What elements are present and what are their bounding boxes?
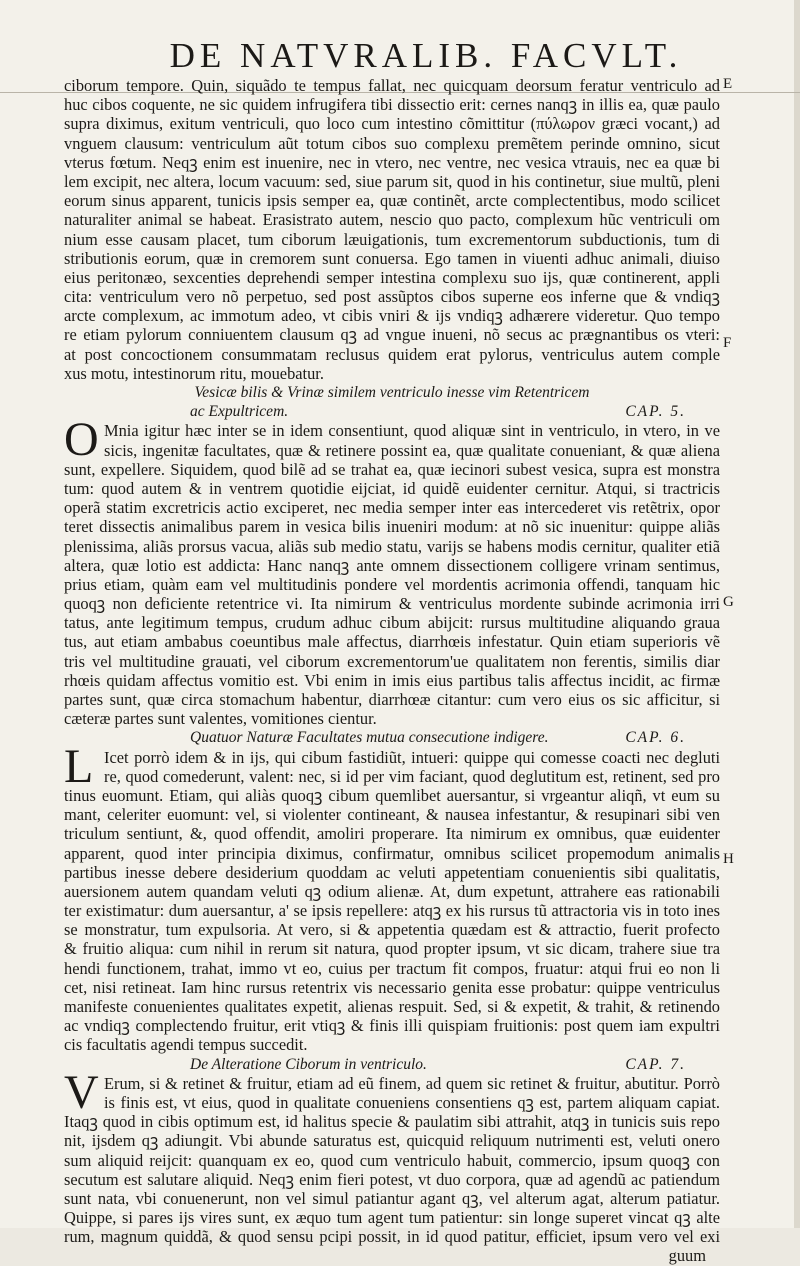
text-line: xus motu, intestinorum ritu, mouebatur. xyxy=(64,363,324,383)
chapter-title-5: Vesicæ bilis & Vrinæ similem ventriculo inesse vim Retentricem xyxy=(194,384,590,401)
text-line: at post concoctionem consummatam reclusus quidem erat pylorus, ventriculus autem comple xyxy=(64,344,720,364)
text-line: prius etiam, quàm eam vel multitudinis pondere vel mordentis acrimonia offendi, tanquam hic xyxy=(64,574,720,594)
text-line: hendi functionem, trahat, immo vt eo, cuius per tractum fit compos, fruatur: atqui frui eo non li xyxy=(64,958,720,978)
text-line: plenissima, aliãs prorsus vacua, aliãs sub medio statu, varijs se habens modis cernitur, qualiter etiã xyxy=(64,536,720,556)
text-line: tus, aut etiam ambabus coeuntibus male affectus, diarrhœis infestatur. Quin etiam superioris vẽ xyxy=(64,632,720,652)
text-line: Erum, si & retinet & fruitur, etiam ad eũ finem, ad quem sic retinet & fruitur, abutitur. Porrò xyxy=(104,1073,720,1093)
text-block xyxy=(64,76,720,1266)
chapter-number-5: CAP. 5. xyxy=(625,403,686,421)
text-line: tris vel multitudine grauati, vel ciborum excrementorum'ue qualitatem non ferentis, similis diar xyxy=(64,651,720,671)
paper-edge xyxy=(794,0,800,1228)
running-header-title: DE NATVRALIB. FACVLT. xyxy=(169,36,683,75)
chapter-title-6-text: Quatuor Naturæ Facultates mutua consecutione indigere. xyxy=(190,729,549,747)
text-line: operã statim excretricis actio exciperet, nec media semper inter eas intercederet vis retẽtrix, opor xyxy=(64,498,720,518)
chapter-number-7: CAP. 7. xyxy=(625,1055,686,1073)
text-line: ter existimatur: dum auersantur, a' se ipsis repellere: atqꝫ ex his rursus tũ attractoria vis in toto ines xyxy=(64,901,720,921)
text-line: is finis est, vt eius, quod in qualitate conueniens consentiens qꝫ est, partem aliquam capiat. xyxy=(104,1092,720,1112)
section-4 xyxy=(64,1055,720,1266)
chapter-number-6: CAP. 6. xyxy=(625,729,686,747)
text-line: secutum est salutare aliquid. Neqꝫ enim fieri potest, vt duo corpora, quæ ad agendũ ac patiendum xyxy=(64,1169,720,1189)
text-line: manifeste conuenientes qualitates expetit, alienas respuit. Sed, si & expetit, & trahit, & retinendo xyxy=(64,997,720,1016)
text-line: Icet porrò idem & in ijs, qui cibum fastidiũt, intueri: quippe qui comesse coacti nec degluti xyxy=(104,747,720,767)
text-line: vnguem clausum: ventriculum aũt totum cibos suo complexu premẽtem perinde omnino, sicut xyxy=(64,133,720,153)
text-line: tatus, ante legitimum tempus, crudum adhuc cibum abijcit: rursus multitudine aliquando graua xyxy=(64,613,720,633)
text-line: eorum sinus apparent, tunicis ipsis semper ea, quæ continẽt, arcte complectentibus, modo scilicet xyxy=(64,191,720,211)
text-line: nit, ijsdem qꝫ adiungit. Vbi abunde saturatus est, quicquid reliquum nutrimenti est, veluti onero xyxy=(64,1131,720,1151)
text-line: re, quod comederunt, valent: nec, si id per vim faciant, quod deglutitum est, retinent, sed pro xyxy=(104,766,720,786)
text-line: cis facultatis agendi tempus succedit. xyxy=(64,1035,308,1055)
text-line: teret dissectis animalibus parem in vesica bilis inueniri modum: at nõ sic inuenitur: quippe aliãs xyxy=(64,517,720,537)
chapter-title-7-text: De Alteratione Ciborum in ventriculo. xyxy=(190,1055,427,1073)
text-line: eius peritonæo, sexcenties deprehendi semper intestina complexu suo ijs, quæ continerent, appli xyxy=(64,267,720,287)
text-line: vterus fœtum. Neqꝫ enim est inuenire, nec in vtero, nec ventre, nec vesica vtrauis, nec ea quæ bi xyxy=(64,152,720,172)
text-line: ciborum tempore. Quin, siquãdo te tempus fallat, nec quicquam deorsum feratur ventriculo ad xyxy=(64,76,720,95)
text-line: sunt nata, vbi conuenerunt, non vel simul patiantur agant qꝫ, vel alterum agat, alterum patiatur. xyxy=(64,1188,720,1208)
text-line: triculum sentiunt, &, quod offendit, amoliri properare. Ita nimirum ex omnibus, quæ euidenter xyxy=(64,824,720,844)
text-line: rhœis quidam affectus vomitio est. Vbi enim in imis eius partibus talis affectus incidit, ac firmæ xyxy=(64,670,720,690)
text-line: cet, nisi retineat. Iam hinc rursus retentrix vis necessario genita esse probatur: quippe ventriculus xyxy=(64,977,720,997)
text-line: Quippe, si pares ijs vires sunt, ex æquo tum agent tum patientur: sin longe superet vincat qꝫ alte xyxy=(64,1208,720,1228)
section-1 xyxy=(64,76,720,383)
margin-letter-e: E xyxy=(723,76,733,92)
text-line: lem excipit, nec altera, locum vacuum: sed, siue parum sit, quod in his continetur, siue multũ, pleni xyxy=(64,171,720,191)
catchword: guum xyxy=(668,1246,706,1266)
initial-letter-o: O xyxy=(64,413,99,467)
text-line: ac vndiqꝫ complectendo fruitur, erit vtiqꝫ & finis illi quispiam fruitionis: post quem iam expultri xyxy=(64,1016,720,1036)
section-3 xyxy=(64,728,720,1054)
text-line: tum: quod autem & in ventrem quotidie eijciat, id quidẽ euidenter cernitur. Atqui, si tractricis xyxy=(64,478,720,498)
text-line: se monstratur, tum expulsoria. At vero, si & appetentia quædam est & attractio, fuerit profecto xyxy=(64,920,720,940)
margin-letter-h: H xyxy=(723,851,734,867)
text-line: partes sunt, quæ circa stomachum habentur, diarrhœæ citantur: cum vero eius os sic afficitur, si xyxy=(64,690,720,709)
text-line: altera, quæ lotio est addicta: Hanc nanqꝫ ante omnem dissectionem colligere vrinam sentimus, xyxy=(64,555,720,575)
text-line: Itaqꝫ quod in cibis optimum est, id halitus specie & paulatim sibi attrahit, atqꝫ in tunicis suis repo xyxy=(64,1112,720,1132)
text-line: supra diximus, exitum ventriculi, quo loco cum intestino cõmittitur (πύλωρον græci vocant,) ad xyxy=(64,114,720,134)
text-line: auersionem autem quandam veluti qꝫ odium alienæ. At, dum expetunt, attrahere eas rationabili xyxy=(64,881,720,901)
initial-letter-v: V xyxy=(64,1065,99,1119)
text-line: Mnia igitur hæc inter se in idem consentiunt, quod aliquæ sint in ventriculo, in vtero, in ve xyxy=(104,421,720,441)
text-line: re etiam pylorum conniuentem clausum qꝫ ad vngue inueni, nõ secus ac prægnantibus os vteri: xyxy=(64,325,720,345)
text-line: huc cibos coquente, ne sic quidem infrugifera tibi dissectio erit: cernes nanqꝫ in illis ea, quæ paulo xyxy=(64,95,720,115)
text-line: nium esse causam placet, tum ciborum læuigationis, tum excrementorum subductionis, tum di xyxy=(64,229,720,249)
section-2 xyxy=(64,383,720,728)
chapter-title-7 xyxy=(64,1055,720,1074)
running-header xyxy=(0,36,800,76)
text-line: sum aliquid reijcit: quanquam ex eo, quod cum ventriculo habuit, commercio, ipsum quoqꝫ con xyxy=(64,1150,720,1170)
text-line: quoqꝫ non deficiente retentrice vi. Ita nimirum & ventriculus mordente subinde acrimonia irri xyxy=(64,594,720,614)
text-line: mant, celeriter euomunt: vel, si violenter contineant, & nausea infestantur, & resupinari sibi ven xyxy=(64,805,720,825)
chapter-title-6 xyxy=(64,728,720,747)
chapter-title-5-cont xyxy=(64,402,720,421)
text-line: & fruitio aliqua: cum nihil in rerum sit natura, quod propter ipsum, vt sic dicam, trahere siue tra xyxy=(64,939,720,959)
text-line: cita: ventriculum vero nõ perpetuo, sed post assũptos cibos superne eos inferne que & vndiqꝫ xyxy=(64,287,720,307)
chapter-title-5-line2: ac Expultricem. xyxy=(190,403,289,421)
text-line: naturaliter animal se habeat. Erasistrato autem, nescio quo pacto, complexum hũc ventriculi om xyxy=(64,210,720,230)
text-line: arcte complexum, ac immotum adeo, vt cibis vniri & ijs vndiqꝫ adhærere videretur. Quo tempo xyxy=(64,306,720,326)
text-line: stributionis eorum, quæ in cremorem sunt conuersa. Ego tamen in viuenti adhuc animali, diuiso xyxy=(64,248,720,268)
text-line: sunt, expellere. Siquidem, quod bilẽ ad se trahat ea, quæ iecinori subest vesica, supra est monstra xyxy=(64,459,720,479)
initial-letter-l: L xyxy=(64,739,94,793)
text-line: rum, magnum quiddã, & quod sensu pcipi possit, in id quod patitur, efficiet, ipsum vero vel exi xyxy=(64,1227,720,1247)
margin-letter-g: G xyxy=(723,594,734,610)
margin-letter-f: F xyxy=(723,335,732,351)
text-line: tinus euomunt. Etiam, qui aliàs quoqꝫ cibum quemlibet auersantur, si vrgeantur aliqñ, vt eum su xyxy=(64,785,720,805)
text-line: partibus inesse debere desiderium quoddam ac veluti appetentiam conuenientis sibi qualitatis, xyxy=(64,862,720,882)
text-line: sicis, ingenitæ facultates, quæ & retinere possint ea, quæ qualitate conueniant, & quæ aliena xyxy=(104,440,720,460)
text-line: apparent, quod inter principia diximus, confirmatur, omnibus scilicet propemodum animalis xyxy=(64,843,720,863)
text-line: cæteræ partes sunt valentes, vomitiones cientur. xyxy=(64,709,377,729)
